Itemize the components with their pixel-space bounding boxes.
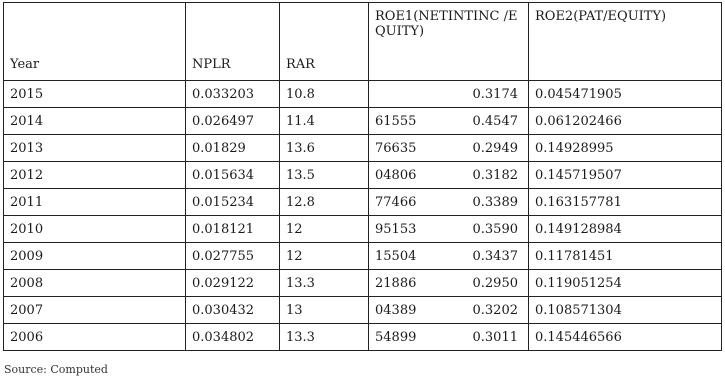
cell-roe1-fragment: 61555 [375,113,417,129]
cell-roe1-fragment: 15504 [375,248,417,264]
cell-roe1-fragment: 04389 [375,302,417,318]
cell-rar: 10.8 [280,81,369,108]
cell-roe1 [369,81,529,108]
cell-roe1-value: 0.2949 [472,140,518,156]
cell-roe1 [369,216,529,243]
cell-year: 2012 [4,162,186,189]
cell-nplr: 0.033203 [186,81,280,108]
cell-nplr: 0.01829 [186,135,280,162]
cell-nplr: 0.030432 [186,297,280,324]
header-rar: RAR [280,3,369,81]
cell-year: 2013 [4,135,186,162]
cell-roe1-value: 0.3389 [472,194,518,210]
cell-roe2: 0.119051254 [529,270,722,297]
cell-roe2: 0.108571304 [529,297,722,324]
cell-roe1-value: 0.3590 [472,221,518,237]
cell-roe1-value: 0.3011 [472,329,518,345]
data-table [3,2,722,351]
cell-year: 2007 [4,297,186,324]
table-row [4,297,722,324]
cell-roe1-value: 0.3174 [472,86,518,102]
cell-roe1 [369,324,529,351]
header-nplr: NPLR [186,3,280,81]
cell-roe1-value: 0.3202 [472,302,518,318]
table-row [4,270,722,297]
cell-rar: 13.3 [280,270,369,297]
cell-rar: 13.6 [280,135,369,162]
cell-roe1 [369,135,529,162]
table-row [4,81,722,108]
cell-rar: 12.8 [280,189,369,216]
cell-roe1-fragment: 95153 [375,221,417,237]
cell-roe1 [369,243,529,270]
cell-roe1 [369,270,529,297]
cell-nplr: 0.018121 [186,216,280,243]
cell-roe2: 0.149128984 [529,216,722,243]
cell-roe1-fragment: 04806 [375,167,417,183]
cell-year: 2010 [4,216,186,243]
cell-roe1-value: 0.3437 [472,248,518,264]
cell-year: 2015 [4,81,186,108]
cell-rar: 12 [280,243,369,270]
cell-roe1-fragment: 77466 [375,194,417,210]
source-note: Source: Computed [4,363,108,376]
cell-nplr: 0.015234 [186,189,280,216]
header-roe2: ROE2(PAT/EQUITY) [529,3,722,81]
cell-year: 2006 [4,324,186,351]
cell-nplr: 0.029122 [186,270,280,297]
cell-nplr: 0.027755 [186,243,280,270]
header-row [4,3,722,81]
cell-roe2: 0.163157781 [529,189,722,216]
cell-roe2: 0.145446566 [529,324,722,351]
cell-roe1-fragment: 21886 [375,275,417,291]
cell-roe2: 0.045471905 [529,81,722,108]
cell-roe1-value: 0.3182 [472,167,518,183]
cell-roe2: 0.145719507 [529,162,722,189]
cell-roe1 [369,162,529,189]
cell-roe1-value: 0.4547 [472,113,518,129]
cell-roe1-value: 0.2950 [472,275,518,291]
header-year: Year [4,3,186,81]
cell-nplr: 0.015634 [186,162,280,189]
cell-year: 2009 [4,243,186,270]
cell-rar: 12 [280,216,369,243]
cell-roe1-fragment: 76635 [375,140,417,156]
cell-rar: 11.4 [280,108,369,135]
cell-rar: 13.3 [280,324,369,351]
cell-nplr: 0.034802 [186,324,280,351]
cell-year: 2011 [4,189,186,216]
cell-roe1 [369,297,529,324]
cell-roe1 [369,108,529,135]
cell-roe2: 0.061202466 [529,108,722,135]
cell-roe2: 0.11781451 [529,243,722,270]
cell-roe1-fragment: 54899 [375,329,417,345]
header-roe1: ROE1(NETINTINC /E QUITY) [369,3,529,81]
table-row [4,243,722,270]
table-row [4,324,722,351]
cell-rar: 13.5 [280,162,369,189]
cell-year: 2014 [4,108,186,135]
cell-rar: 13 [280,297,369,324]
table-row [4,108,722,135]
table-row [4,216,722,243]
table-row [4,135,722,162]
cell-roe1 [369,189,529,216]
cell-roe2: 0.14928995 [529,135,722,162]
table-row [4,189,722,216]
cell-year: 2008 [4,270,186,297]
table-row [4,162,722,189]
cell-nplr: 0.026497 [186,108,280,135]
